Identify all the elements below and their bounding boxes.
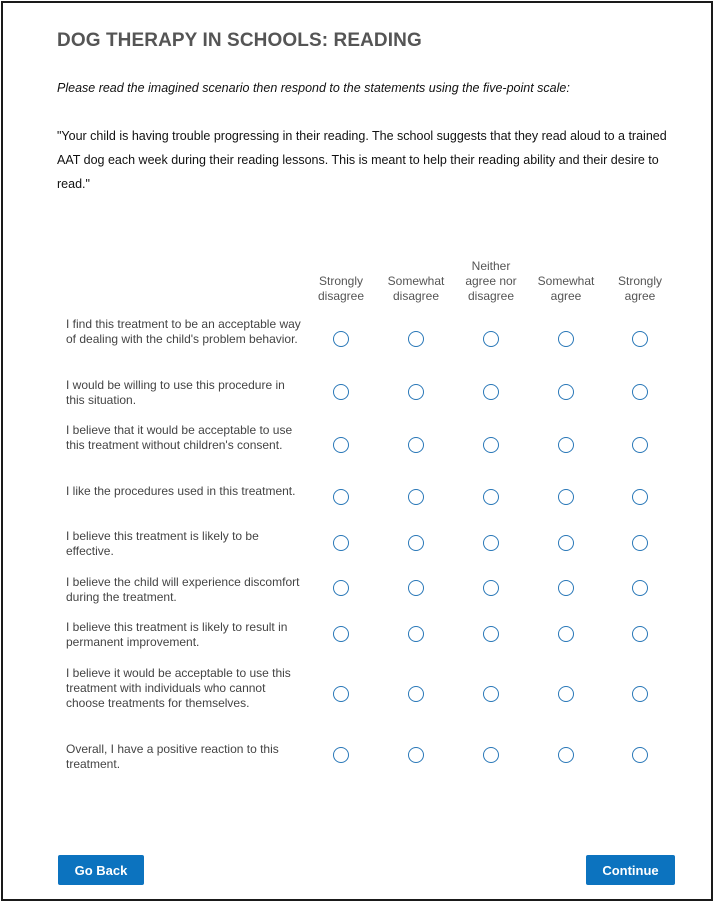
radio-q2-neither[interactable] [483,384,499,400]
statement-5: I believe this treatment is likely to be effective. [66,529,259,558]
radio-q1-somewhat-agree[interactable] [558,331,574,347]
instructions-text: Please read the imagined scenario then respond to the statements using the five-point scale: [57,81,570,95]
radio-q8-neither[interactable] [483,686,499,702]
radio-q5-somewhat-agree[interactable] [558,535,574,551]
radio-q9-neither[interactable] [483,747,499,763]
scale-label-strongly-agree: Strongly agree [617,274,663,303]
radio-q8-strongly-agree[interactable] [632,686,648,702]
radio-q4-strongly-disagree[interactable] [333,489,349,505]
radio-q2-strongly-disagree[interactable] [333,384,349,400]
radio-q2-somewhat-agree[interactable] [558,384,574,400]
radio-q1-strongly-disagree[interactable] [333,331,349,347]
radio-q7-strongly-disagree[interactable] [333,626,349,642]
statement-1: I find this treatment to be an acceptable way of dealing with the child's problem behavior. [66,317,301,346]
radio-q5-strongly-agree[interactable] [632,535,648,551]
scale-label-neither: Neither agree nor disagree [465,259,517,303]
radio-q4-somewhat-agree[interactable] [558,489,574,505]
go-back-button[interactable]: Go Back [58,855,144,885]
radio-q5-somewhat-disagree[interactable] [408,535,424,551]
radio-q2-strongly-agree[interactable] [632,384,648,400]
radio-q9-strongly-disagree[interactable] [333,747,349,763]
radio-q6-somewhat-agree[interactable] [558,580,574,596]
radio-q6-strongly-agree[interactable] [632,580,648,596]
radio-q1-somewhat-disagree[interactable] [408,331,424,347]
radio-q9-strongly-agree[interactable] [632,747,648,763]
scenario-text: "Your child is having trouble progressing in their reading. The school suggests that they read aloud to a trained AAT dog each week during their reading lessons. This is meant to help their reading ability and their desire to read." [57,129,667,191]
statement-4: I like the procedures used in this treatment. [66,484,296,498]
scale-label-somewhat-disagree: Somewhat disagree [387,274,445,303]
continue-button[interactable]: Continue [586,855,675,885]
scale-label-strongly-disagree: Strongly disagree [317,274,365,303]
radio-q9-somewhat-disagree[interactable] [408,747,424,763]
scale-header [0,242,714,304]
radio-q3-somewhat-disagree[interactable] [408,437,424,453]
radio-q7-somewhat-disagree[interactable] [408,626,424,642]
radio-q4-neither[interactable] [483,489,499,505]
statement-7: I believe this treatment is likely to result in permanent improvement. [66,620,288,649]
radio-q6-neither[interactable] [483,580,499,596]
radio-q6-somewhat-disagree[interactable] [408,580,424,596]
radio-q1-strongly-agree[interactable] [632,331,648,347]
radio-q7-strongly-agree[interactable] [632,626,648,642]
radio-q5-neither[interactable] [483,535,499,551]
radio-q3-strongly-disagree[interactable] [333,437,349,453]
radio-q4-somewhat-disagree[interactable] [408,489,424,505]
page-title: DOG THERAPY IN SCHOOLS: READING [57,30,422,51]
radio-q9-somewhat-agree[interactable] [558,747,574,763]
radio-q8-strongly-disagree[interactable] [333,686,349,702]
radio-q4-strongly-agree[interactable] [632,489,648,505]
radio-q8-somewhat-agree[interactable] [558,686,574,702]
radio-q3-strongly-agree[interactable] [632,437,648,453]
radio-q3-neither[interactable] [483,437,499,453]
scale-label-somewhat-agree: Somewhat agree [537,274,595,303]
radio-q6-strongly-disagree[interactable] [333,580,349,596]
radio-q7-neither[interactable] [483,626,499,642]
radio-q3-somewhat-agree[interactable] [558,437,574,453]
statement-2: I would be willing to use this procedure in this situation. [66,378,285,407]
statement-9: Overall, I have a positive reaction to this treatment. [66,742,279,771]
radio-q8-somewhat-disagree[interactable] [408,686,424,702]
radio-q1-neither[interactable] [483,331,499,347]
statement-8: I believe it would be acceptable to use this treatment with individuals who cannot choose treatments for themselves. [66,666,291,710]
radio-q7-somewhat-agree[interactable] [558,626,574,642]
statement-6: I believe the child will experience discomfort during the treatment. [66,575,300,604]
radio-q5-strongly-disagree[interactable] [333,535,349,551]
radio-q2-somewhat-disagree[interactable] [408,384,424,400]
statement-3: I believe that it would be acceptable to use this treatment without children's consent. [66,423,293,452]
